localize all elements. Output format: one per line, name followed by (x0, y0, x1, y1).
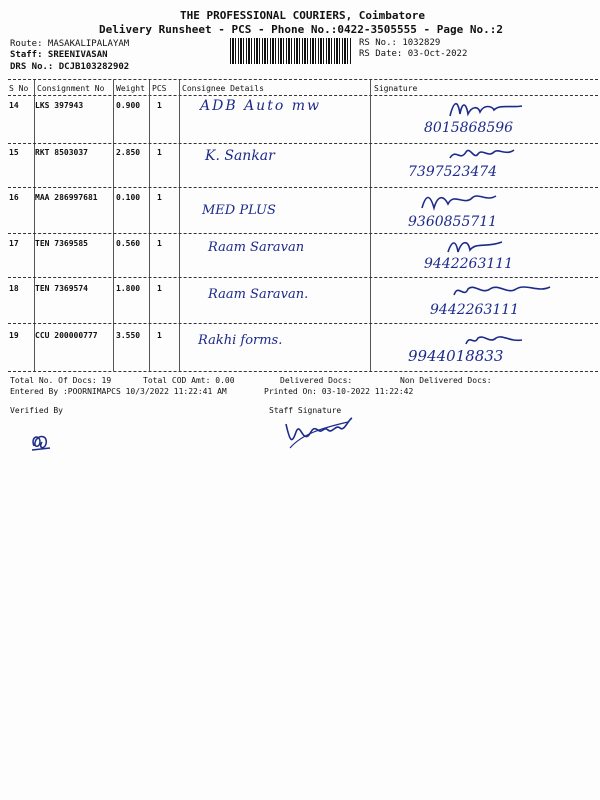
col-signature: Signature (374, 84, 418, 93)
row-pcs: 1 (157, 284, 162, 293)
drs-number: DRS No.: DCJB103282902 (10, 62, 130, 72)
row-phone-handwritten: 9442263111 (430, 302, 520, 318)
row-consignee-handwritten: Rakhi forms. (198, 333, 283, 348)
row-consignment-no: TEN 7369574 (35, 284, 88, 293)
row-consignment-no: TEN 7369585 (35, 239, 88, 248)
col-pcs: PCS (152, 84, 167, 93)
row-phone-handwritten: 9360855711 (408, 214, 498, 230)
row-phone-handwritten: 9944018833 (408, 347, 504, 365)
col-weight: Weight (116, 84, 145, 93)
row-weight: 0.100 (116, 193, 141, 202)
printed-on: Printed On: 03-10-2022 11:22:42 (264, 387, 414, 396)
row-sno: 15 (9, 148, 19, 157)
col-consignee: Consignee Details (182, 84, 264, 93)
row-consignee-handwritten: Raam Saravan (208, 240, 305, 255)
company-title: THE PROFESSIONAL COURIERS, Coimbatore (180, 9, 426, 22)
rs-date: RS Date: 03-Oct-2022 (359, 49, 468, 59)
table-header-rule (8, 95, 598, 96)
row-consignee-handwritten: ADB Auto mw (200, 98, 321, 114)
col-divider (113, 80, 114, 371)
signature-scribble (420, 190, 500, 214)
row-pcs: 1 (157, 193, 162, 202)
total-cod: Total COD Amt: 0.00 (143, 376, 235, 385)
table-bottom-rule (8, 371, 598, 372)
row-weight: 0.560 (116, 239, 141, 248)
signature-scribble (448, 144, 518, 166)
signature-scribble (448, 98, 528, 120)
entered-by: Entered By :POORNIMAPCS 10/3/2022 11:22:41 AM (10, 387, 227, 396)
row-sno: 17 (9, 239, 19, 248)
row-phone-handwritten: 9442263111 (424, 256, 514, 272)
table-top-rule (8, 79, 598, 80)
rs-number: RS No.: 1032829 (359, 38, 441, 48)
col-divider (34, 80, 35, 371)
verifier-signature (28, 430, 56, 454)
row-consignee-handwritten: Raam Saravan. (208, 287, 309, 302)
row-phone-handwritten: 8015868596 (424, 120, 514, 136)
row-separator (8, 233, 598, 234)
row-weight: 3.550 (116, 331, 141, 340)
staff-signature-label: Staff Signature (269, 406, 342, 415)
row-weight: 1.800 (116, 284, 141, 293)
col-divider (370, 80, 371, 371)
row-sno: 14 (9, 101, 19, 110)
row-separator (8, 187, 598, 188)
row-pcs: 1 (157, 101, 162, 110)
col-divider (179, 80, 180, 371)
total-docs: Total No. Of Docs: 19 (10, 376, 112, 385)
row-consignment-no: MAA 286997681 (35, 193, 98, 202)
row-separator (8, 323, 598, 324)
staff-label: Staff: SREENIVASAN (10, 50, 108, 60)
row-pcs: 1 (157, 331, 162, 340)
row-pcs: 1 (157, 148, 162, 157)
row-sno: 16 (9, 193, 19, 202)
barcode (230, 38, 352, 64)
row-consignee-handwritten: MED PLUS (202, 203, 276, 218)
runsheet-subtitle: Delivery Runsheet - PCS - Phone No.:0422-3505555 - Page No.:2 (99, 23, 503, 36)
row-consignee-handwritten: K. Sankar (205, 148, 275, 164)
delivered-docs: Delivered Docs: (280, 376, 353, 385)
row-pcs: 1 (157, 239, 162, 248)
col-consignment: Consignment No (37, 84, 105, 93)
row-weight: 2.850 (116, 148, 141, 157)
signature-scribble (446, 236, 506, 256)
col-divider (149, 80, 150, 371)
row-sno: 18 (9, 284, 19, 293)
route-label: Route: MASAKALIPALAYAM (10, 39, 130, 49)
row-separator (8, 277, 598, 278)
signature-scribble (464, 332, 524, 348)
row-phone-handwritten: 7397523474 (408, 164, 498, 180)
signature-scribble (452, 281, 552, 301)
col-sno: S No (9, 84, 29, 93)
row-sno: 19 (9, 331, 19, 340)
non-delivered-docs: Non Delivered Docs: (400, 376, 492, 385)
row-consignment-no: CCU 200000777 (35, 331, 98, 340)
staff-signature (282, 414, 354, 450)
verified-by-label: Verified By (10, 406, 63, 415)
row-consignment-no: LKS 397943 (35, 101, 84, 110)
row-consignment-no: RKT 8503037 (35, 148, 88, 157)
row-weight: 0.900 (116, 101, 141, 110)
